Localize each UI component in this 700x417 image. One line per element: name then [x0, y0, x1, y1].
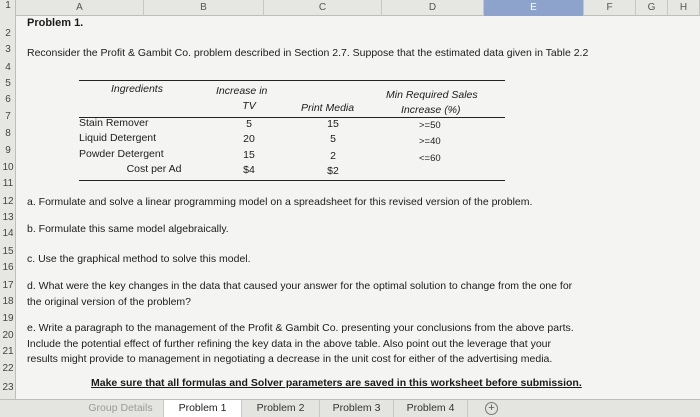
question-c: c. Use the graphical method to solve this model.: [27, 253, 251, 265]
add-sheet-icon[interactable]: +: [485, 402, 498, 415]
tv-value: 20: [243, 133, 255, 145]
cost-tv: $4: [243, 164, 255, 176]
column-header-b[interactable]: B: [144, 0, 264, 16]
tab-problem-1[interactable]: Problem 1: [164, 400, 242, 417]
question-a: a. Formulate and solve a linear programming model on a spreadsheet for this revised version of the problem.: [27, 196, 533, 208]
question-d-line1: d. What were the key changes in the data that caused your answer for the optimal solution to change from the one for: [27, 280, 573, 292]
column-header-f[interactable]: F: [584, 0, 636, 16]
tab-problem-4[interactable]: Problem 4: [394, 400, 468, 417]
cost-print: $2: [327, 165, 339, 177]
header-min-required-sales: Min Required Sales: [386, 89, 478, 101]
row-header[interactable]: 1: [5, 0, 11, 11]
cost-per-ad-label: Cost per Ad: [126, 163, 182, 175]
table-bottom-rule: [79, 180, 505, 181]
tv-value: 5: [246, 118, 252, 130]
row-header[interactable]: 12: [2, 196, 14, 207]
column-header-e[interactable]: E: [484, 0, 584, 16]
row-header[interactable]: 19: [2, 313, 14, 324]
worksheet-grid[interactable]: [17, 16, 700, 399]
row-header[interactable]: 22: [2, 363, 14, 374]
tab-group-details[interactable]: Group Details: [78, 400, 164, 417]
column-header-g[interactable]: G: [636, 0, 668, 16]
problem-intro: Reconsider the Profit & Gambit Co. problem described in Section 2.7. Suppose that the estimated data given in Table 2.2: [27, 47, 589, 59]
row-header[interactable]: 13: [2, 212, 14, 223]
question-b: b. Formulate this same model algebraically.: [27, 223, 229, 235]
row-header-bar: [0, 0, 16, 399]
print-value: 15: [327, 118, 339, 130]
ingredient-name: Liquid Detergent: [79, 132, 157, 144]
row-header[interactable]: 21: [2, 346, 14, 357]
row-header[interactable]: 15: [2, 246, 14, 257]
row-header[interactable]: 8: [5, 128, 11, 139]
header-increase-pct: Increase (%): [401, 104, 461, 116]
print-value: 5: [330, 133, 336, 145]
footer-note: Make sure that all formulas and Solver parameters are saved in this worksheet before submission.: [91, 377, 582, 389]
column-header-h[interactable]: H: [668, 0, 700, 16]
row-header[interactable]: 7: [5, 111, 11, 122]
tab-problem-2[interactable]: Problem 2: [242, 400, 320, 417]
row-header[interactable]: 5: [5, 78, 11, 89]
row-header[interactable]: 18: [2, 296, 14, 307]
row-header[interactable]: 17: [2, 280, 14, 291]
min-sales-value: <=60: [419, 153, 441, 164]
row-header[interactable]: 23: [2, 382, 14, 393]
ingredient-name: Stain Remover: [79, 117, 149, 129]
row-header[interactable]: 3: [5, 44, 11, 55]
row-header[interactable]: 11: [2, 178, 14, 189]
question-e-line2: Include the potential effect of further refining the key data in the above table. Also point out the leverage that your: [27, 338, 551, 350]
print-value: 2: [330, 150, 336, 162]
column-header-bar: [16, 0, 700, 16]
row-header[interactable]: 16: [2, 262, 14, 273]
min-sales-value: >=40: [419, 136, 441, 147]
question-e-line1: e. Write a paragraph to the management of the Profit & Gambit Co. presenting your conclusions from the above parts.: [27, 322, 574, 334]
row-header[interactable]: 20: [2, 330, 14, 341]
tv-value: 15: [243, 149, 255, 161]
header-print-media: Print Media: [301, 102, 355, 114]
row-header[interactable]: 6: [5, 94, 11, 105]
tab-problem-3[interactable]: Problem 3: [320, 400, 394, 417]
header-ingredients: Ingredients: [111, 83, 163, 95]
row-header[interactable]: 10: [2, 162, 14, 173]
question-d-line2: the original version of the problem?: [27, 296, 192, 308]
row-header[interactable]: 14: [2, 228, 14, 239]
sheet-tab-bar: [0, 399, 700, 417]
ingredient-name: Powder Detergent: [79, 148, 164, 160]
row-header[interactable]: 2: [5, 28, 11, 39]
column-header-a[interactable]: A: [16, 0, 144, 16]
problem-title: Problem 1.: [27, 17, 84, 29]
column-header-c[interactable]: C: [264, 0, 382, 16]
question-e-line3: results might provide to management in negotiating a decrease in the unit cost for either of the advertising media.: [27, 353, 553, 365]
header-tv: TV: [242, 100, 256, 112]
table-top-rule: [79, 80, 505, 81]
row-header[interactable]: 9: [5, 145, 11, 156]
column-header-d[interactable]: D: [382, 0, 484, 16]
row-header[interactable]: 4: [5, 62, 11, 73]
min-sales-value: >=50: [419, 120, 441, 131]
header-increase-in: Increase in: [216, 85, 268, 97]
